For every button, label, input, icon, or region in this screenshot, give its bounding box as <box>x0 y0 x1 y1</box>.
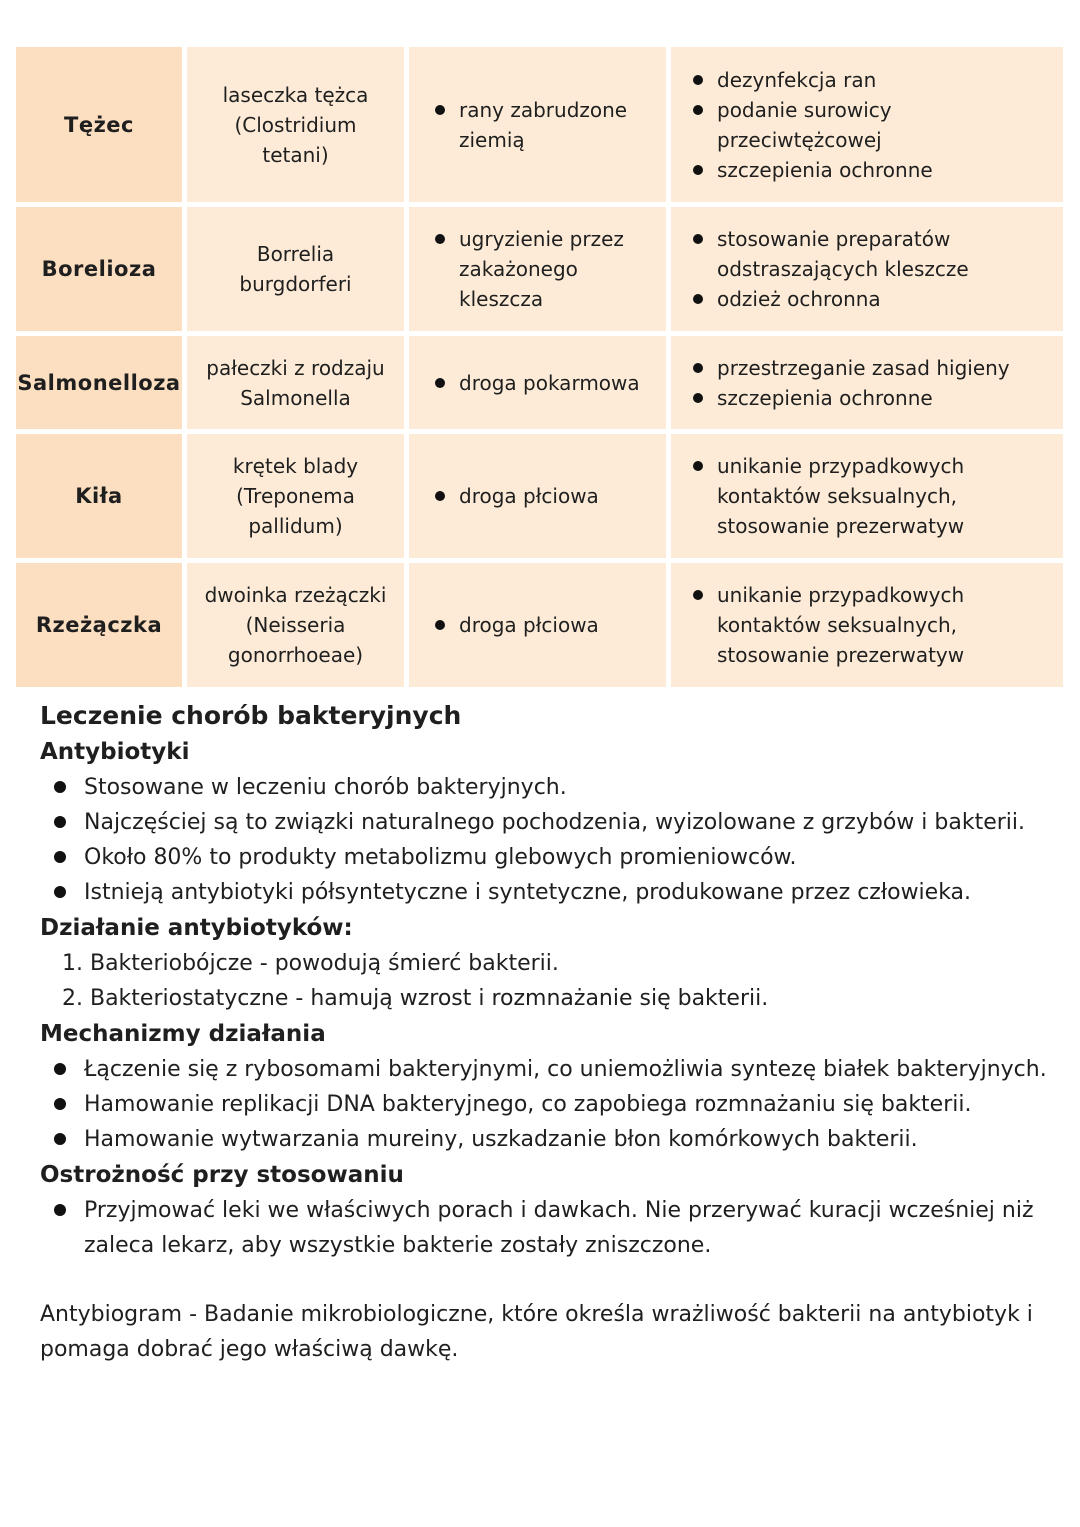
prevention-item: unikanie przypadkowych kontaktów seksualnych, stosowanie prezerwatyw <box>689 451 964 541</box>
action-heading: Działanie antybiotyków: <box>40 915 353 941</box>
disease-prevention <box>671 207 1063 331</box>
disease-pathogen: pałeczki z rodzaju Salmonella <box>187 336 404 429</box>
treatment-notes <box>40 698 1050 1367</box>
route-item: rany zabrudzone ziemią <box>431 95 627 155</box>
disease-row <box>16 207 1063 331</box>
disease-route <box>409 207 666 331</box>
mechanisms-list <box>40 1052 1050 1157</box>
disease-name: Tężec <box>16 47 182 202</box>
prevention-item: dezynfekcja ran <box>689 65 933 95</box>
disease-pathogen: krętek blady (Treponema pallidum) <box>187 434 404 558</box>
prevention-item: szczepienia ochronne <box>689 155 933 185</box>
disease-prevention <box>671 563 1063 687</box>
caution-heading: Ostrożność przy stosowaniu <box>40 1162 404 1188</box>
list-item: Istnieją antybiotyki półsyntetyczne i syntetyczne, produkowane przez człowieka. <box>40 875 1050 910</box>
disease-pathogen: laseczka tężca (Clostridium tetani) <box>187 47 404 202</box>
list-item: 1. Bakteriobójcze - powodują śmierć bakterii. <box>62 951 559 976</box>
disease-pathogen: Borrelia burgdorferi <box>187 207 404 331</box>
section-title: Leczenie chorób bakteryjnych <box>40 701 462 730</box>
list-item: Stosowane w leczeniu chorób bakteryjnych. <box>40 770 1050 805</box>
disease-row <box>16 563 1063 687</box>
list-item: Łączenie się z rybosomami bakteryjnymi, co uniemożliwia syntezę białek bakteryjnych. <box>40 1052 1050 1087</box>
prevention-item: przestrzeganie zasad higieny <box>689 353 1010 383</box>
mechanisms-heading: Mechanizmy działania <box>40 1021 326 1047</box>
prevention-item: szczepienia ochronne <box>689 383 1010 413</box>
disease-row <box>16 336 1063 429</box>
antybiogram-definition: Antybiogram - Badanie mikrobiologiczne, które określa wrażliwość bakterii na antybiotyk i pomaga dobrać jego właściwą dawkę. <box>40 1302 1033 1362</box>
list-item: Około 80% to produkty metabolizmu glebowych promieniowców. <box>40 840 1050 875</box>
disease-name: Borelioza <box>16 207 182 331</box>
diseases-table <box>16 47 1063 692</box>
route-item: droga pokarmowa <box>431 368 640 398</box>
prevention-item: podanie surowicy przeciwtężcowej <box>689 95 933 155</box>
disease-pathogen: dwoinka rzeżączki (Neisseria gonorrhoeae) <box>187 563 404 687</box>
prevention-item: unikanie przypadkowych kontaktów seksualnych, stosowanie prezerwatyw <box>689 580 964 670</box>
caution-list <box>40 1193 1050 1263</box>
disease-row <box>16 434 1063 558</box>
disease-name: Salmonelloza <box>16 336 182 429</box>
route-item: droga płciowa <box>431 610 599 640</box>
disease-route <box>409 336 666 429</box>
disease-prevention <box>671 336 1063 429</box>
antibiotics-heading: Antybiotyki <box>40 739 190 765</box>
prevention-item: odzież ochronna <box>689 284 969 314</box>
disease-row <box>16 47 1063 202</box>
antibiotics-list <box>40 770 1050 910</box>
disease-route <box>409 434 666 558</box>
list-item: Przyjmować leki we właściwych porach i dawkach. Nie przerywać kuracji wcześniej niż zaleca lekarz, aby wszystkie bakterie zostały zniszczone. <box>40 1193 1050 1263</box>
action-list <box>40 946 1050 1016</box>
disease-name: Kiła <box>16 434 182 558</box>
list-item: Hamowanie wytwarzania mureiny, uszkadzanie błon komórkowych bakterii. <box>40 1122 1050 1157</box>
prevention-item: stosowanie preparatów odstraszających kleszcze <box>689 224 969 284</box>
disease-prevention <box>671 47 1063 202</box>
route-item: ugryzienie przez zakażonego kleszcza <box>431 224 624 314</box>
list-item: Hamowanie replikacji DNA bakteryjnego, co zapobiega rozmnażaniu się bakterii. <box>40 1087 1050 1122</box>
disease-route <box>409 563 666 687</box>
disease-prevention <box>671 434 1063 558</box>
disease-route <box>409 47 666 202</box>
route-item: droga płciowa <box>431 481 599 511</box>
list-item: 2. Bakteriostatyczne - hamują wzrost i rozmnażanie się bakterii. <box>62 986 769 1011</box>
disease-name: Rzeżączka <box>16 563 182 687</box>
list-item: Najczęściej są to związki naturalnego pochodzenia, wyizolowane z grzybów i bakterii. <box>40 805 1050 840</box>
